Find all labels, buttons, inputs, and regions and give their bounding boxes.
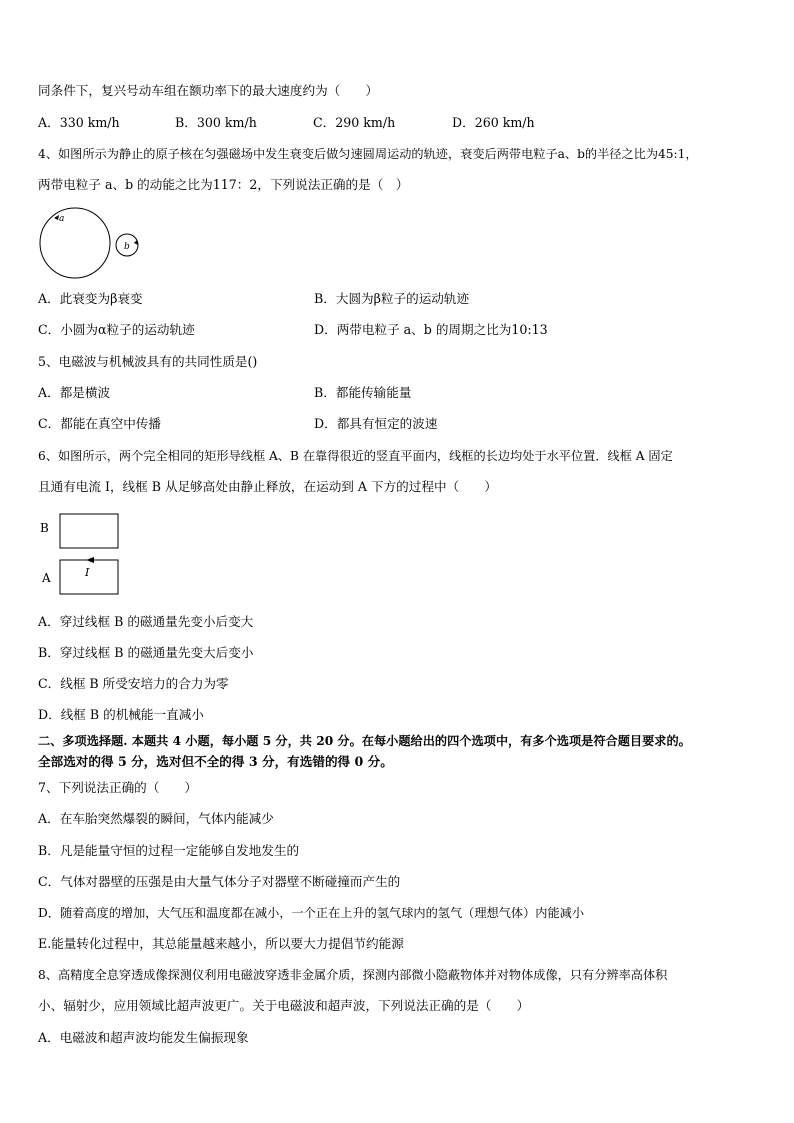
q5-option-b: B．都能传输能量 xyxy=(314,385,412,400)
fig-label-B: B xyxy=(40,521,49,535)
q7-stem: 7、下列说法正确的（ ） xyxy=(38,780,198,795)
large-orbit-circle xyxy=(40,208,110,278)
q3-stem-tail: 同条件下，复兴号动车组在额功率下的最大速度约为（ ） xyxy=(38,83,379,98)
q6-option-d: D．线框 B 的机械能一直减小 xyxy=(38,707,204,722)
q4-orbit-figure xyxy=(38,206,148,282)
q3-option-d: D．260 km/h xyxy=(452,115,535,130)
q3-option-c: C．290 km/h xyxy=(313,115,396,130)
q6-coil-figure xyxy=(38,510,128,600)
q6-option-c: C．线框 B 所受安培力的合力为零 xyxy=(38,676,229,691)
q3-option-a: A．330 km/h xyxy=(38,115,120,130)
q3-option-b: B．300 km/h xyxy=(175,115,257,130)
fig-label-b: b xyxy=(124,242,130,252)
q4-stem-line1: 4、如图所示为静止的原子核在匀强磁场中发生衰变后做匀速圆周运动的轨迹，衰变后两带电粒子a、b的半径之比为45:1， xyxy=(38,147,698,161)
q8-stem-line1: 8、高精度全息穿透成像探测仪利用电磁波穿透非金属介质，探测内部微小隐蔽物体并对物体成像，只有分辨率高体积 xyxy=(38,968,668,982)
fig-label-a: a xyxy=(59,214,65,224)
q5-option-a: A．都是横波 xyxy=(38,385,111,400)
q7-option-c: C．气体对器壁的压强是由大量气体分子对器壁不断碰撞而产生的 xyxy=(38,874,401,889)
coil-b-rect xyxy=(60,514,118,548)
q6-stem-line1: 6、如图所示，两个完全相同的矩形导线框 A、B 在靠得很近的竖直平面内，线框的长边均处于水平位置．线框 A 固定 xyxy=(38,449,673,463)
q4-option-c: C．小圆为α粒子的运动轨迹 xyxy=(38,322,195,337)
q4-option-a: A．此衰变为β衰变 xyxy=(38,291,143,306)
q8-stem-line2: 小、辐射少，应用领域比超声波更广。关于电磁波和超声波，下列说法正确的是（ ） xyxy=(38,998,530,1013)
section2-instructions-line1: 二、多项选择题. 本题共 4 小题，每小题 5 分，共 20 分。在每小题给出的四个选项中，有多个选项是符合题目要求的。 xyxy=(38,734,691,748)
current-arrow-icon xyxy=(86,557,94,563)
q7-option-e: E.能量转化过程中，其总能量越来越小，所以要大力提倡节约能源 xyxy=(38,936,404,951)
q5-stem: 5、电磁波与机械波具有的共同性质是() xyxy=(38,354,258,369)
q5-option-d: D．都具有恒定的波速 xyxy=(314,416,438,431)
q5-option-c: C．都能在真空中传播 xyxy=(38,416,161,431)
q7-option-d: D．随着高度的增加，大气压和温度都在减小，一个正在上升的氢气球内的氢气（理想气体）内能减小 xyxy=(38,906,585,920)
q6-option-a: A．穿过线框 B 的磁通量先变小后变大 xyxy=(38,614,254,629)
fig-label-I: I xyxy=(85,566,90,579)
q4-option-b: B．大圆为β粒子的运动轨迹 xyxy=(314,291,470,306)
q7-option-a: A．在车胎突然爆裂的瞬间，气体内能减少 xyxy=(38,811,274,826)
q6-stem-line2: 且通有电流 I，线框 B 从足够高处由静止释放，在运动到 A 下方的过程中（ ） xyxy=(38,479,497,494)
q7-option-b: B．凡是能量守恒的过程一定能够自发地发生的 xyxy=(38,843,300,858)
q4-stem-line2: 两带电粒子 a、b 的动能之比为117：2，下列说法正确的是（ ） xyxy=(38,177,409,192)
q8-option-a: A．电磁波和超声波均能发生偏振现象 xyxy=(38,1030,249,1045)
q6-option-b: B．穿过线框 B 的磁通量先变大后变小 xyxy=(38,645,254,660)
q4-option-d: D．两带电粒子 a、b 的周期之比为10:13 xyxy=(314,322,548,337)
fig-label-A: A xyxy=(42,571,51,585)
section2-instructions-line2: 全部选对的得 5 分，选对但不全的得 3 分，有选错的得 0 分。 xyxy=(38,754,393,769)
